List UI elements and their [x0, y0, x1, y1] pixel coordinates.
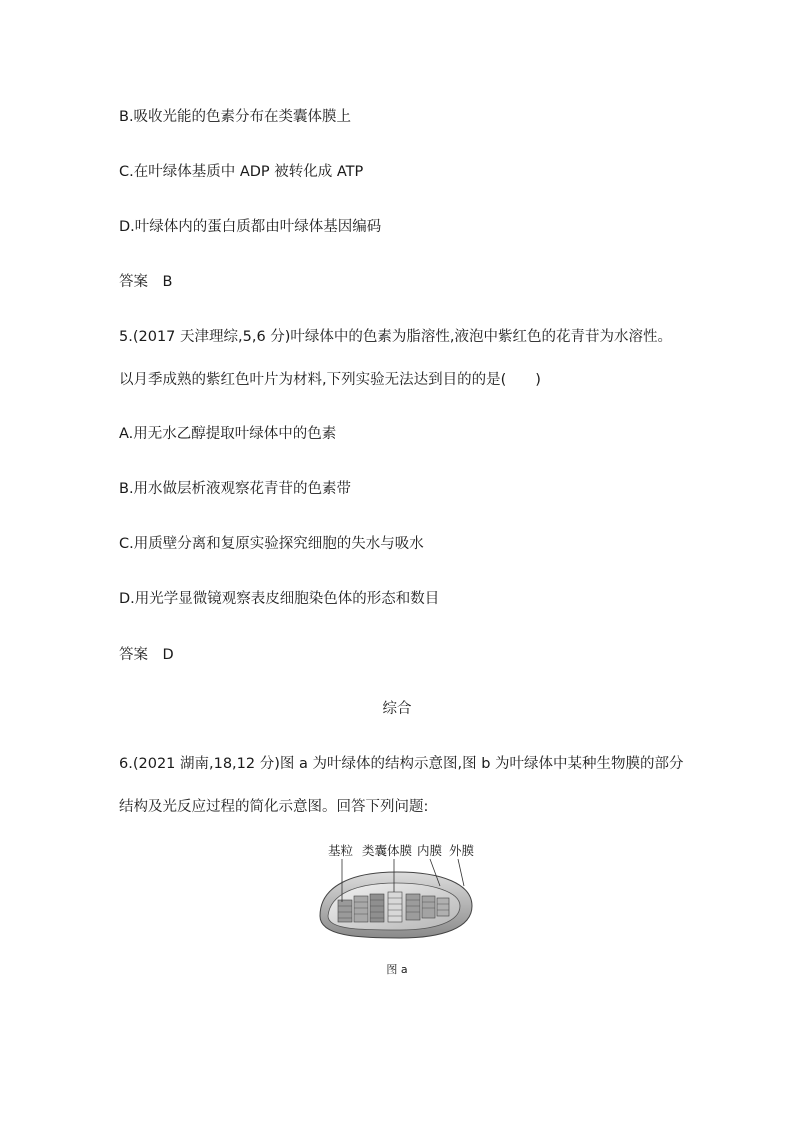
granum-stacks — [338, 892, 449, 922]
label-granum: 基粒 — [328, 843, 354, 858]
label-thylakoid-membrane: 类囊体膜 — [362, 843, 413, 858]
question-5-option-d: D.用光学显微镜观察表皮细胞染色体的形态和数目 — [119, 591, 440, 607]
figure-caption: 图 a — [386, 963, 408, 976]
question-4-answer: 答案 B — [119, 274, 173, 290]
question-6-stem-line-2: 结构及光反应过程的简化示意图。回答下列问题: — [119, 799, 429, 815]
question-5-stem-line-1: 5.(2017 天津理综,5,6 分)叶绿体中的色素为脂溶性,液泡中紫红色的花青苷为水溶性。 — [119, 329, 673, 345]
question-5-stem-line-2: 以月季成熟的紫红色叶片为材料,下列实验无法达到目的的是( ) — [119, 372, 541, 388]
label-outer-membrane: 外膜 — [449, 843, 475, 858]
question-4-option-c: C.在叶绿体基质中 ADP 被转化成 ATP — [119, 164, 364, 180]
chloroplast-figure — [312, 836, 482, 946]
question-5-option-b: B.用水做层析液观察花青苷的色素带 — [119, 481, 352, 497]
label-inner-membrane: 内膜 — [417, 843, 443, 858]
question-6-stem-line-1: 6.(2021 湖南,18,12 分)图 a 为叶绿体的结构示意图,图 b 为叶绿体中某种生物膜的部分 — [119, 756, 684, 772]
question-4-option-b: B.吸收光能的色素分布在类囊体膜上 — [119, 109, 352, 125]
question-5-answer: 答案 D — [119, 647, 174, 663]
question-5-option-a: A.用无水乙醇提取叶绿体中的色素 — [119, 426, 337, 442]
section-title: 综合 — [382, 701, 412, 717]
chloroplast-diagram — [312, 836, 482, 946]
question-5-option-c: C.用质壁分离和复原实验探究细胞的失水与吸水 — [119, 536, 424, 552]
question-4-option-d: D.叶绿体内的蛋白质都由叶绿体基因编码 — [119, 219, 382, 235]
